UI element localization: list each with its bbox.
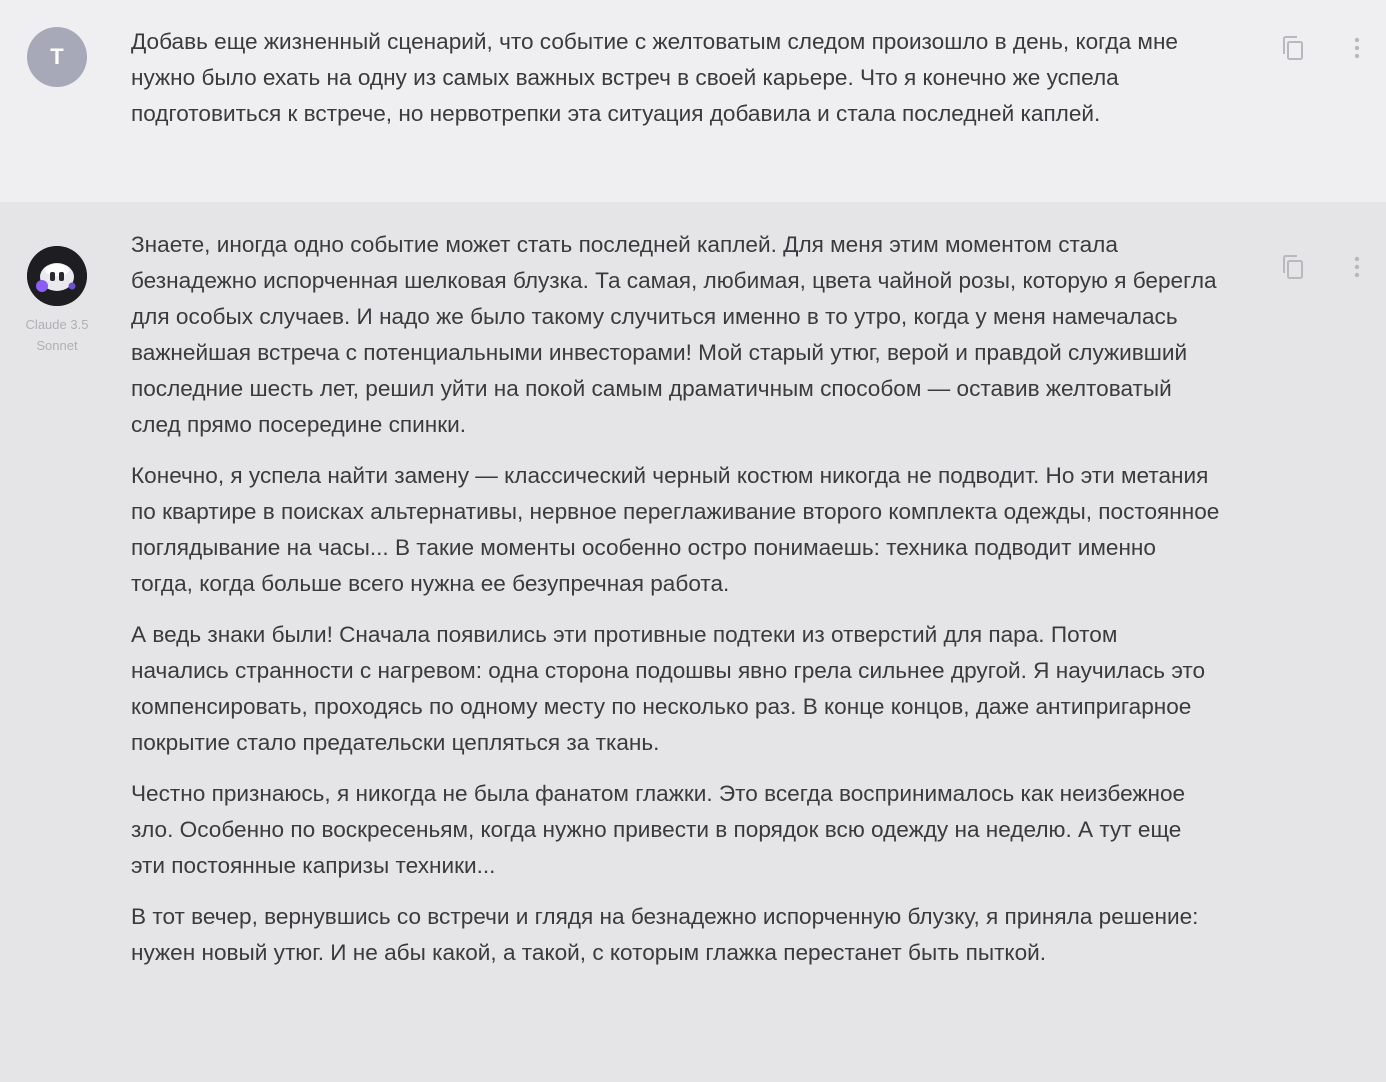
- copy-button[interactable]: [1278, 250, 1308, 284]
- copy-button[interactable]: [1278, 31, 1308, 65]
- paragraph: Знаете, иногда одно событие может стать последней каплей. Для меня этим моментом стала безнадежно испорченная шелковая блузка. Та самая, любимая, цвета чайной розы, которую я берегла для особых случаев. И надо же было такому случиться именно в то утро, когда у меня намечалась важнейшая встреча с потенциальными инвесторами! Мой старый утюг, верой и правдой служивший последние шесть лет, решил уйти на покой самым драматичным способом — оставив желтоватый след прямо посередине спинки.: [131, 232, 1217, 437]
- assistant-message-text: [131, 227, 1221, 986]
- assistant-message: [0, 202, 1386, 1082]
- paragraph: А ведь знаки были! Сначала появились эти противные подтеки из отверстий для пара. Потом начались странности с нагревом: одна сторона подошвы явно грела сильнее другой. Я научилась это компенсировать, проходясь по одному месту по несколько раз. В конце концов, даже антипригарное покрытие стало предательски цепляться за ткань.: [131, 622, 1206, 755]
- user-message-text: Добавь еще жизненный сценарий, что событие с желтоватым следом произошло в день, когда мне нужно было ехать на одну из самых важных встреч в своей карьере. Что я конечно же успела подготовиться к встрече, но нервотрепки эта ситуация добавила и стала последней каплей.: [131, 29, 1179, 126]
- copy-icon: [1281, 254, 1305, 280]
- user-avatar: [27, 27, 87, 87]
- paragraph: Честно признаюсь, я никогда не была фанатом глажки. Это всегда воспринималось как неизбежное зло. Особенно по воскресеньям, когда нужно привести в порядок всю одежду на неделю. А тут еще эти постоянные капризы техники...: [131, 781, 1186, 878]
- user-message: [0, 0, 1386, 202]
- paragraph: Конечно, я успела найти замену — классический черный костюм никогда не подводит. Но эти метания по квартире в поисках альтернативы, нервное переглаживание второго комплекта одежды, постоянное поглядывание на часы... В такие моменты особенно остро понимаешь: техника подводит именно тогда, когда больше всего нужна ее безупречная работа.: [131, 463, 1220, 596]
- model-label: Claude 3.5 Sonnet: [25, 317, 89, 353]
- more-options-button[interactable]: [1342, 31, 1372, 65]
- copy-icon: [1281, 35, 1305, 61]
- user-avatar-letter: T: [50, 44, 64, 69]
- bot-robot-icon: [27, 246, 87, 306]
- paragraph: В тот вечер, вернувшись со встречи и глядя на безнадежно испорченную блузку, я приняла решение: нужен новый утюг. И не абы какой, а такой, с которым глажка перестанет быть пыткой.: [131, 904, 1199, 965]
- more-vertical-icon: [1353, 36, 1361, 60]
- bot-avatar: [27, 246, 87, 306]
- more-vertical-icon: [1353, 255, 1361, 279]
- more-options-button[interactable]: [1342, 250, 1372, 284]
